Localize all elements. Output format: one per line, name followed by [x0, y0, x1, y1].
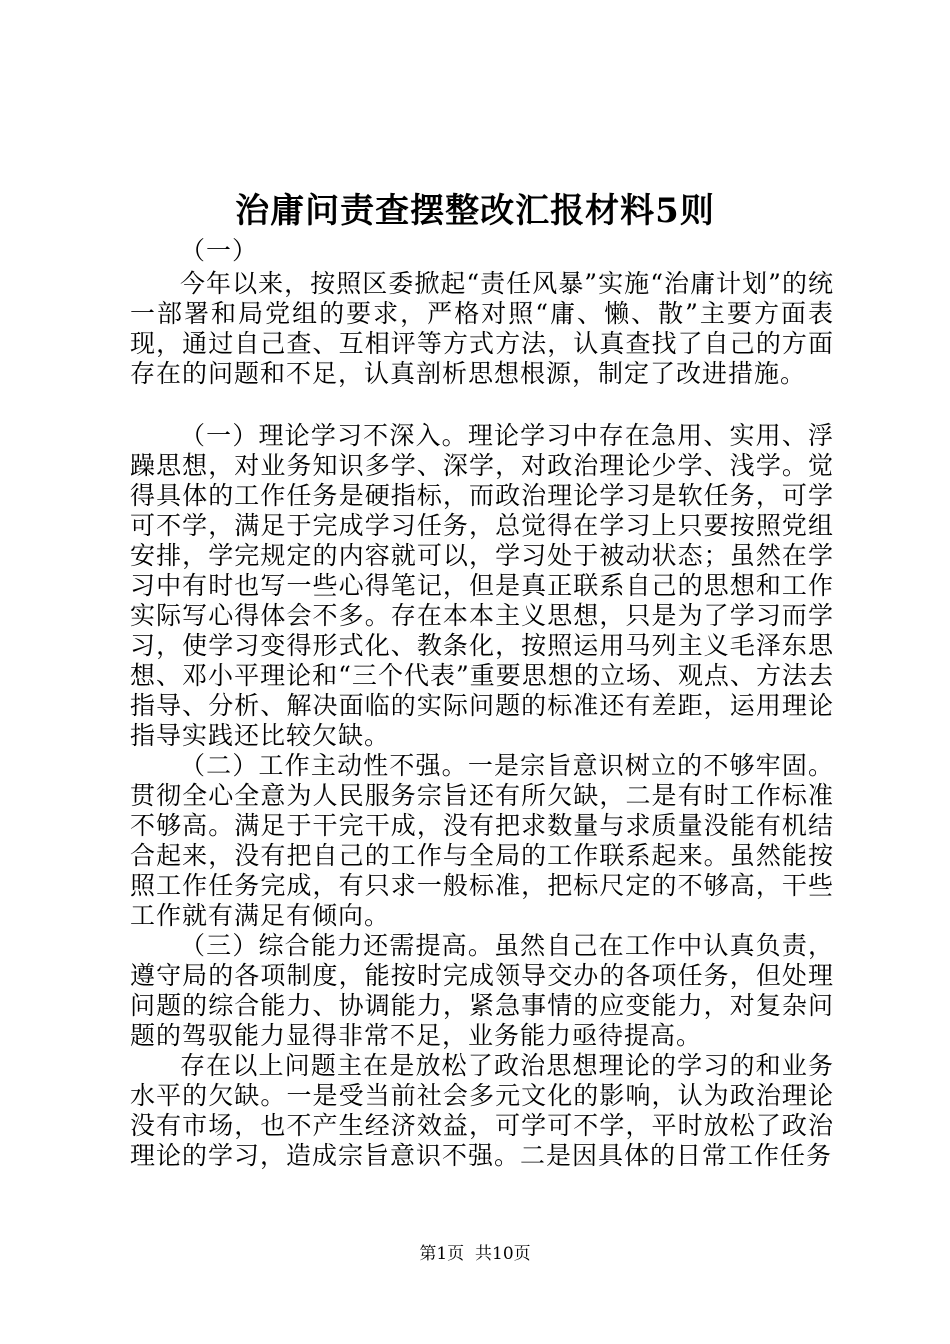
page-total: 共10页: [475, 1244, 531, 1264]
document-body: [130, 236, 834, 1171]
page-footer: [0, 1243, 950, 1265]
body-paragraph-theory-study: （一）理论学习不深入。理论学习中存在急用、实用、浮躁思想，对业务知识多学、深学，对政治理论少学、浅学。觉得具体的工作任务是硬指标，而政治理论学习是软任务，可学可不学，满足于完成学习任务，总觉得在学习上只要按照党组安排，学完规定的内容就可以，学习处于被动状态；虽然在学习中有时也写一些心得笔记，但是真正联系自己的思想和工作实际写心得体会不多。存在本本主义思想，只是为了学习而学习，使学习变得形式化、教条化，按照运用马列主义毛泽东思想、邓小平理论和“三个代表”重要思想的立场、观点、方法去指导、分析、解决面临的实际问题的标准还有差距，运用理论指导实践还比较欠缺。: [130, 421, 834, 750]
body-paragraph-work-initiative: （二）工作主动性不强。一是宗旨意识树立的不够牢固。贯彻全心全意为人民服务宗旨还有所欠缺，二是有时工作标准不够高。满足于干完干成，没有把求数量与求质量没能有机结合起来，没有把自己的工作与全局的工作联系起来。虽然能按照工作任务完成，有只求一般标准，把标尺定的不够高，干些工作就有满足有倾向。: [130, 751, 834, 930]
document-title: 治庸问责查摆整改汇报材料5则: [235, 191, 715, 231]
footer-separator: [464, 1244, 475, 1264]
body-paragraph-root-causes: 存在以上问题主在是放松了政治思想理论的学习的和业务水平的欠缺。一是受当前社会多元文化的影响，认为政治理论没有市场，也不产生经济效益，可学可不学，平时放松了政治理论的学习，造成宗旨意识不强。二是因具体的日常工作任务: [130, 1051, 834, 1170]
body-paragraph-comprehensive-ability: （三）综合能力还需提高。虽然自己在工作中认真负责，遵守局的各项制度，能按时完成领导交办的各项任务，但处理问题的综合能力、协调能力，紧急事情的应变能力，对复杂问题的驾驭能力显得非常不足，业务能力亟待提高。: [130, 931, 834, 1050]
section-label: （一）: [180, 236, 259, 265]
page-number: 第1页: [419, 1244, 465, 1264]
intro-paragraph: 今年以来，按照区委掀起“责任风暴”实施“治庸计划”的统一部署和局党组的要求，严格对照“庸、懒、散”主要方面表现，通过自己查、互相评等方式方法，认真查找了自己的方面存在的问题和不足，认真剖析思想根源，制定了改进措施。: [130, 269, 834, 388]
